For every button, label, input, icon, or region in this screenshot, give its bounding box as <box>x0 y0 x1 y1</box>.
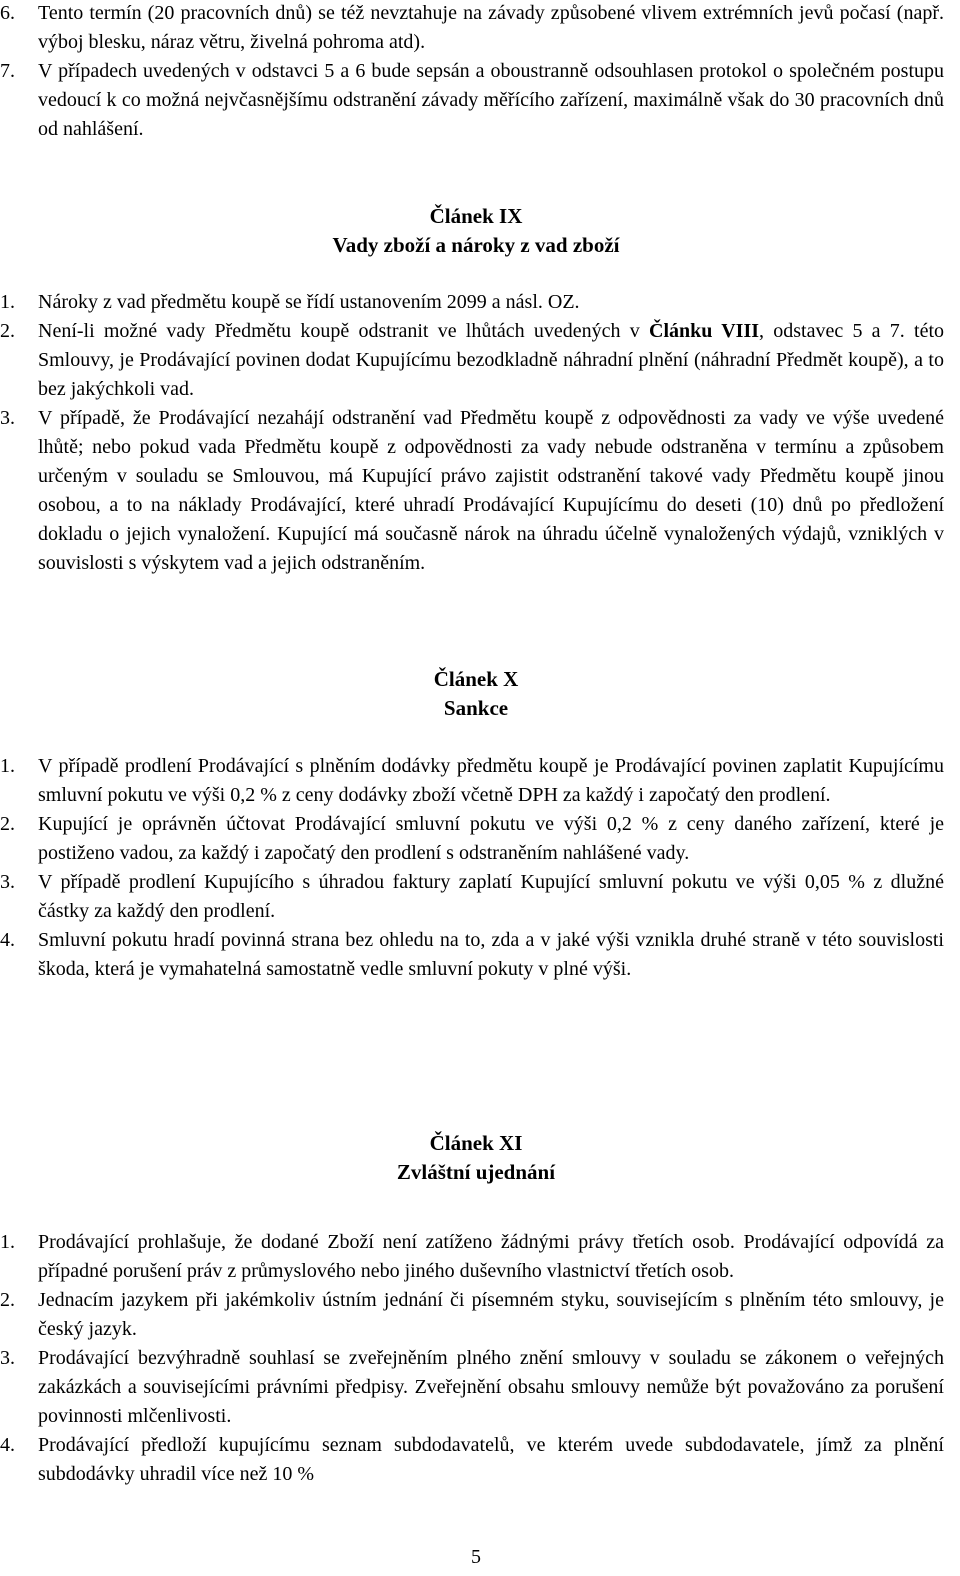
article-9-list <box>0 288 952 578</box>
item-text: Prodávající předloží kupujícímu seznam subdodavatelů, ve kterém uvede subdodavatele, jímž za plnění subdodávky uhradil více než 10 % <box>38 1434 944 1485</box>
item-text: V případech uvedených v odstavci 5 a 6 bude sepsán a oboustranně odsouhlasen protokol o společném postupu vedoucí k co možná nejvčasnějšímu odstranění závady měřícího zařízení, maximálně však do 30 pracovních dnů od nahlášení. <box>38 60 944 140</box>
item-number: 2. <box>0 320 15 342</box>
list-item <box>0 0 952 57</box>
item-number: 3. <box>0 871 15 893</box>
item-text: V případě prodlení Kupujícího s úhradou faktury zaplatí Kupující smluvní pokutu ve výši 0,05 % z dlužné částky za každý den prodlení. <box>38 871 944 922</box>
item-number: 1. <box>0 755 15 777</box>
item-text: Kupující je oprávněn účtovat Prodávající smluvní pokutu ve výši 0,2 % z ceny daného zařízení, které je postiženo vadou, za každý i započatý den prodlení s odstraněním nahlášené vady. <box>38 813 944 864</box>
item-text: Smluvní pokutu hradí povinná strana bez ohledu na to, zda a v jaké výši vznikla druhé straně v této souvislosti škoda, která je vymahatelná samostatně vedle smluvní pokuty v plné výši. <box>38 929 944 980</box>
item-number: 3. <box>0 1347 15 1369</box>
list-item <box>0 288 952 317</box>
article-subtitle: Zvláštní ujednání <box>396 1160 556 1184</box>
item-number: 2. <box>0 813 15 835</box>
list-item <box>0 317 952 404</box>
list-item <box>0 1344 952 1431</box>
list-item <box>0 1228 952 1286</box>
item-text: Prodávající prohlašuje, že dodané Zboží není zatíženo žádnými právy třetích osob. Prodávající odpovídá za případné porušení práv z průmyslového nebo jiného duševního vlastnictví třetích osob. <box>38 1231 944 1282</box>
article-11-heading <box>0 1129 952 1187</box>
article-subtitle: Vady zboží a nároky z vad zboží <box>332 233 620 257</box>
item-text-after: , odstavec 5 a 7. této Smlouvy, je Prodávající povinen dodat Kupujícímu bezodkladně náhradní plnění (náhradní Předmět koupě), a to bez jakýchkoli vad. <box>38 320 944 400</box>
article-title: Článek X <box>433 667 519 691</box>
list-item <box>0 1286 952 1344</box>
item-text-before: Není-li možné vady Předmětu koupě odstranit ve lhůtách uvedených v <box>38 320 649 342</box>
item-text <box>38 317 944 404</box>
item-number: 1. <box>0 291 15 313</box>
item-number: 7. <box>0 60 15 82</box>
article-9-heading <box>0 202 952 260</box>
item-text: Nároky z vad předmětu koupě se řídí ustanovením 2099 a násl. OZ. <box>38 291 580 313</box>
item-number: 1. <box>0 1231 15 1253</box>
item-text: Jednacím jazykem při jakémkoliv ústním jednání či písemném styku, souvisejícím s plněním této smlouvy, je český jazyk. <box>38 1289 944 1340</box>
item-number: 3. <box>0 407 15 429</box>
item-text: Prodávající bezvýhradně souhlasí se zveřejněním plného znění smlouvy v souladu se zákonem o veřejných zakázkách a souvisejícími právními předpisy. Zveřejnění obsahu smlouvy nemůže být považováno za porušení povinnosti mlčenlivosti. <box>38 1347 944 1427</box>
list-item <box>0 404 952 578</box>
item-text: V případě prodlení Prodávající s plněním dodávky předmětu koupě je Prodávající povinen zaplatit Kupujícímu smluvní pokutu ve výši 0,2 % z ceny dodávky zboží včetně DPH za každý i započatý den prodlení. <box>38 755 944 806</box>
list-item <box>0 752 952 810</box>
item-number: 2. <box>0 1289 15 1311</box>
item-text: V případě, že Prodávající nezahájí odstranění vad Předmětu koupě z odpovědnosti za vady ve výše uvedené lhůtě; nebo pokud vada Předmětu koupě z odpovědnosti za vady nebude odstraněna v termínu a způsobem určeným v souladu se Smlouvou, má Kupující právo zajistit odstranění takové vady Předmětu koupě jinou osobou, a to na náklady Prodávající, které uhradí Prodávající Kupujícímu do deseti (10) dnů po předložení dokladu o jejich vynaložení. Kupující má současně nárok na úhradu účelně vynaložených výdajů, vzniklých v souvislosti s výskytem vad a jejich odstraněním. <box>38 407 944 574</box>
article-title: Článek XI <box>429 1131 523 1155</box>
list-item <box>0 1431 952 1489</box>
item-number: 6. <box>0 2 15 24</box>
article-10-heading <box>0 665 952 723</box>
list-item <box>0 57 952 144</box>
list-item <box>0 926 952 984</box>
article-11-list <box>0 1228 952 1489</box>
article-title: Článek IX <box>429 204 523 228</box>
list-item <box>0 868 952 926</box>
previous-article-list <box>0 0 952 144</box>
article-10-list <box>0 752 952 984</box>
item-text: Tento termín (20 pracovních dnů) se též nevztahuje na závady způsobené vlivem extrémních jevů počasí (např. výboj blesku, náraz větru, živelná pohroma atd). <box>38 2 944 53</box>
page-number: 5 <box>471 1546 481 1568</box>
list-item <box>0 810 952 868</box>
item-number: 4. <box>0 1434 15 1456</box>
item-number: 4. <box>0 929 15 951</box>
article-subtitle: Sankce <box>443 696 509 720</box>
article-reference: Článku VIII <box>649 320 760 342</box>
